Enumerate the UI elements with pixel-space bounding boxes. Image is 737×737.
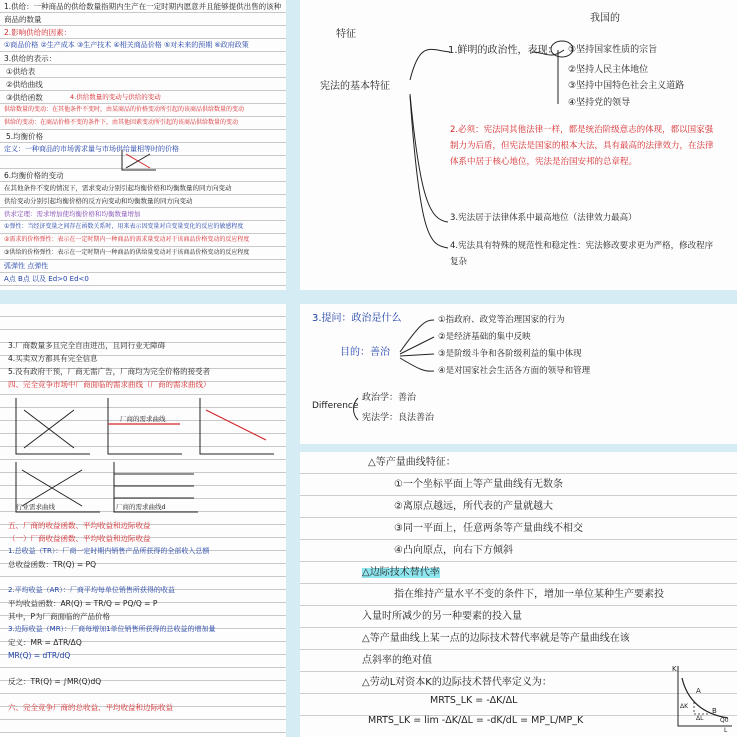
highest-note: 3.宪法居于法律体系中最高地位（法律效力最高） (450, 213, 637, 223)
graph-label: ΔL (696, 715, 704, 722)
notes-panel-supply (0, 0, 286, 290)
brace-lines (300, 0, 737, 290)
graph-label: Q0 (720, 717, 729, 724)
base-label: 宪法的基本特征 (320, 81, 390, 92)
question-label: 3.提问：政治是什么 (312, 313, 402, 324)
notes-panel-constitution (300, 0, 737, 290)
note-line: 弧弹性 点弹性 (4, 262, 49, 270)
goal-item: ④是对国家社会生活各方面的领导和管理 (438, 366, 591, 376)
note-line: 供给数量的变动：在其他条件不变时，由某商品的价格变动所引起的该商品供给数量的变动 (4, 106, 245, 113)
note-line: ①供给表 (6, 67, 36, 76)
note-line: 其中，P为厂商面临的产品价格 (8, 612, 111, 621)
graph-label: B (712, 707, 717, 715)
note-line: 1.总收益（TR）：厂商一定时期内销售产品所获得的全部收入总额 (8, 547, 210, 555)
goal-label: 目的：善治 (340, 347, 390, 358)
note-line: ①商品价格 ②生产成本 ③生产技术 ④相关商品价格 ⑤对未来的预期 ⑥政府政策 (4, 41, 249, 49)
note-line: ②需求的价格弹性：表示在一定时期内一种商品的需求量变动对于该商品价格变动的反应程度 (4, 236, 250, 243)
note-heading: △边际技术替代率 (362, 567, 440, 578)
section-heading: 五、厂商的收益函数、平均收益和边际收益 (8, 521, 151, 530)
section-heading: 六、完全竞争厂商的总收益、平均收益和边际收益 (8, 703, 173, 712)
note-line: 反之：TR(Q) = ∫MR(Q)dQ (8, 677, 102, 686)
note-line: MR(Q) = dTR/dQ (8, 651, 71, 660)
note-line: ③同一平面上，任意两条等产量曲线不相交 (394, 523, 583, 534)
note-line: △等产量曲线上某一点的边际技术替代率就是等产量曲线在该 (362, 633, 630, 644)
note-line: 4.买卖双方都具有完全信息 (8, 354, 98, 363)
formula-line: MRTS_LK = lim -ΔK/ΔL = -dK/dL = MP_L/MP_K (368, 715, 584, 726)
graph-label: A (696, 687, 701, 695)
country-label: 我国的 (590, 13, 620, 24)
political-label: 1.鲜明的政治性，表现： (448, 45, 558, 56)
note-line: ②离原点越远，所代表的产量就越大 (394, 501, 553, 512)
formula-line: MRTS_LK = -ΔK/ΔL (430, 695, 518, 706)
note-line: ④凸向原点，向右下方倾斜 (394, 545, 513, 556)
chart-label: 厂商的需求曲线d (116, 503, 166, 511)
goal-item: ③是阶级斗争和各阶级利益的集中体现 (438, 349, 582, 359)
graph-label: ΔK (680, 703, 689, 710)
note-line: 商品的数量 (4, 15, 42, 24)
mini-supply-sketch (118, 148, 158, 174)
note-line: 1.供给：一种商品的供给数量指期内生产在一定时期内愿意并且能够提供出售的该种 (4, 2, 282, 11)
note-line: 5.没有政府干预，厂商无需广告，厂商均为完全价格的接受者 (8, 367, 211, 376)
demand-chart-d (196, 396, 276, 458)
note-line: 点斜率的绝对值 (362, 655, 432, 666)
note-line: 供给的变动：在商品价格不变的条件下，由其他因素变动所引起的该商品供给数量的变动 (4, 119, 239, 126)
note-line: 供求定理：需求增加使均衡价格和均衡数量增加 (4, 210, 141, 218)
note-line: 平均收益函数：AR(Q) = TR/Q = PQ/Q = P (8, 599, 158, 608)
note-heading: 3.供给的表示： (4, 54, 57, 63)
goal-item: ②是经济基础的集中反映 (438, 332, 531, 342)
political-item: ①坚持国家性质的宗旨 (568, 45, 658, 55)
note-line: 3.厂商数量多且完全自由进出，且同行业无障碍 (8, 341, 166, 350)
political-item: ②坚持人民主体地位 (568, 65, 649, 75)
note-line: ①一个坐标平面上等产量曲线有无数条 (394, 479, 563, 490)
note-line: 2.平均收益（AR）：厂商平均每单位销售所获得的收益 (8, 586, 175, 594)
note-line: 在其他条件不变的情况下，需求变动分别引起均衡价格和均衡数量的同方向变动 (4, 184, 232, 192)
note-line: 定义：一种商品的市场需求量与市场供给量相等时的价格 (4, 145, 179, 153)
bracket-lines (300, 304, 737, 444)
note-line: ③供给的价格弹性：表示在一定时期内一种商品的供给量变动对于该商品价格变动的反应程度 (4, 249, 250, 256)
note-line: 4.供给数量的变动与供给的变动 (70, 93, 161, 101)
chart-label: 厂商的需求曲线 (120, 415, 166, 423)
section-heading: 四、完全竞争市场中厂商面临的需求曲线（厂商的需求曲线） (8, 380, 211, 389)
note-line: A点 B点 以及 Ed>0 Ed<0 (4, 275, 89, 283)
notes-panel-isoquant (300, 452, 737, 737)
note-line: ③供给函数 (6, 93, 43, 102)
note-line: ①弹性：当经济变量之间存在函数关系时，用来表示因变量对自变量变化的反应的敏感程度 (4, 223, 244, 230)
section-heading: （一）厂商收益函数、平均收益和边际收益 (8, 534, 151, 543)
note-line: 定义：MR = ΔTR/ΔQ (8, 638, 82, 647)
note-heading: 5.均衡价格 (6, 132, 44, 141)
law-note: 2.必须：宪法同其他法律一样，都是统治阶级意志的体现，都以国家强制力为后盾，但宪法是国家的根本大法，具有最高的法律效力，在法律体系中居于核心地位，宪法是治国安邦的总章程。 (450, 125, 714, 167)
difference-item: 宪法学：良法善治 (362, 413, 435, 423)
demand-chart-market (12, 396, 92, 458)
difference-label: Difference (312, 401, 359, 411)
note-line: 指在维持产量水平不变的条件下，增加一单位某种生产要素投 (394, 589, 664, 600)
note-line: 入量时所减少的另一种要素的投入量 (362, 611, 522, 622)
demand-chart-firm (104, 396, 184, 458)
notes-panel-revenue (0, 304, 286, 737)
political-item: ④坚持党的领导 (568, 98, 631, 108)
difference-item: 政治学：善治 (362, 393, 417, 403)
goal-item: ①指政府、政党等治理国家的行为 (438, 315, 565, 325)
note-line: 3.边际收益（MR）：厂商每增加1单位销售所获得的总收益的增加量 (8, 625, 216, 633)
political-item: ③坚持中国特色社会主义道路 (568, 81, 685, 91)
note-heading: 6.均衡价格的变动 (4, 171, 64, 180)
chart-label: 行业需求曲线 (16, 503, 55, 511)
graph-label: K (672, 665, 677, 673)
stability-note: 4.宪法具有特殊的规范性和稳定性：宪法修改要求更为严格，修改程序复杂 (450, 241, 714, 267)
feature-title: 特征 (336, 29, 356, 40)
notes-panel-politics (300, 304, 737, 444)
note-heading: 2.影响供给的因素： (4, 28, 72, 37)
note-line: 供给变动分别引起均衡价格的反方向变动和均衡数量的同方向变动 (4, 197, 193, 205)
note-line: 总收益函数：TR(Q) = PQ (8, 560, 97, 569)
note-heading: △等产量曲线特征： (368, 457, 456, 468)
graph-label: L (724, 727, 728, 734)
note-line: ②供给曲线 (6, 80, 43, 89)
note-line: △劳动L对资本K的边际技术替代率定义为： (362, 677, 552, 688)
